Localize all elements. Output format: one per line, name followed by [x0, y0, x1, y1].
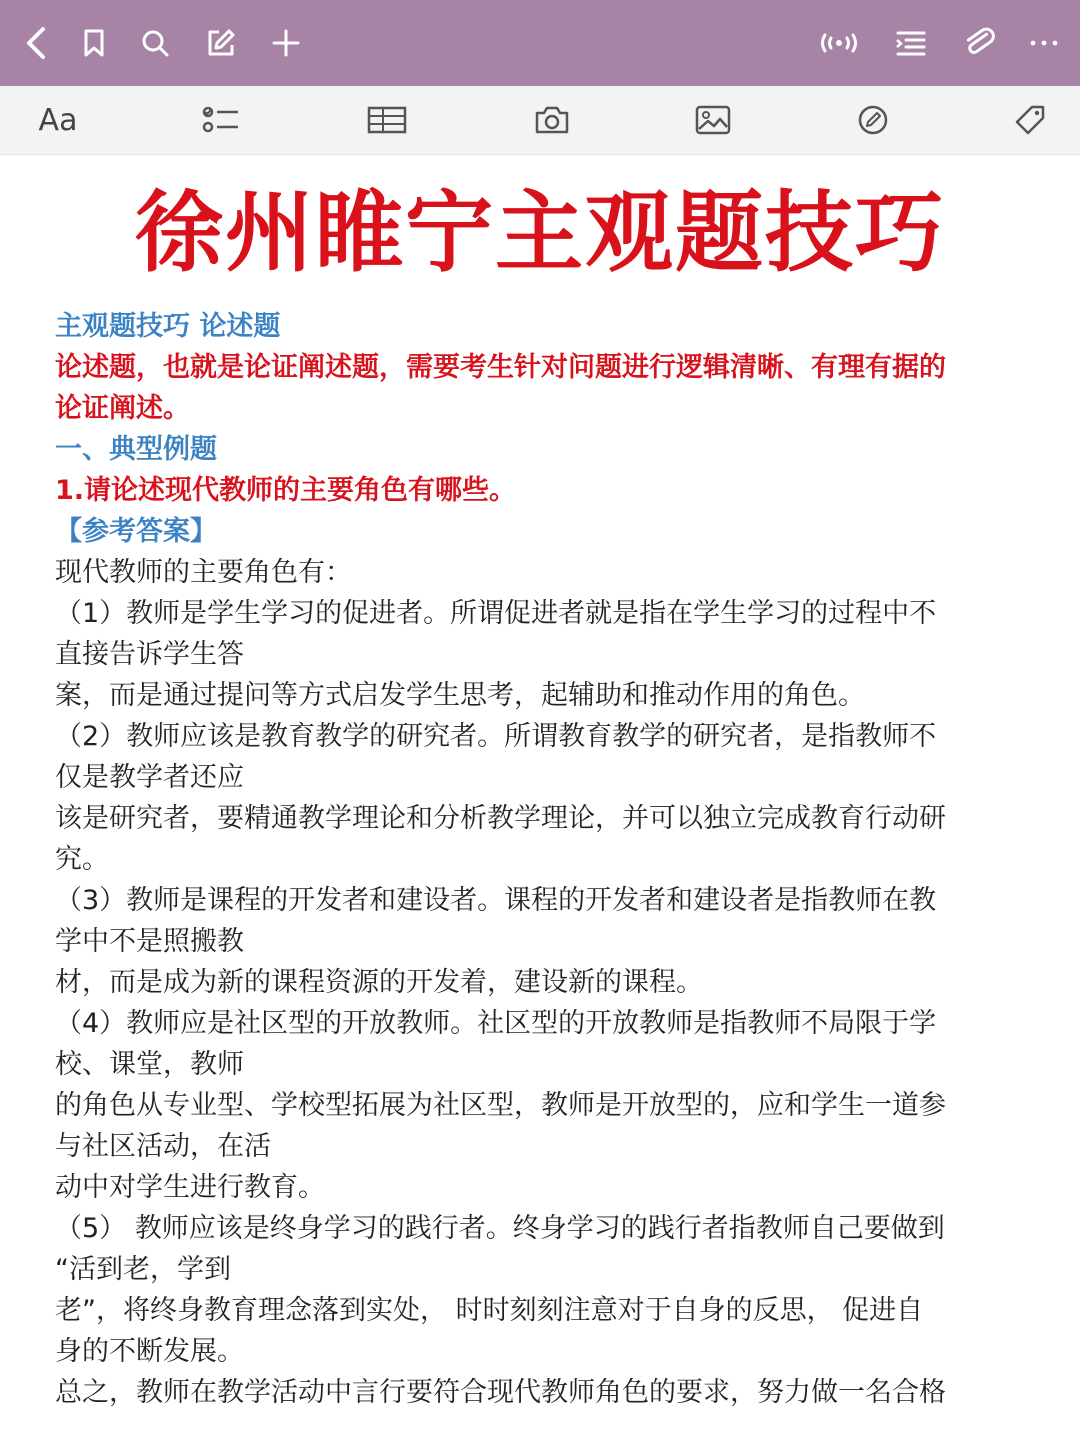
- back-icon[interactable]: [14, 21, 58, 65]
- answer-line: 现代教师的主要角色有：: [55, 557, 352, 588]
- more-icon[interactable]: [1022, 21, 1066, 65]
- answer-line: （5） 教师应该是终身学习的践行者。终身学习的践行者指教师自己要做到: [55, 1213, 945, 1244]
- answer-line: 学中不是照搬教: [55, 926, 244, 957]
- answer-line: 校、课堂，教师: [55, 1049, 244, 1080]
- example-heading: 一、典型例题: [55, 434, 217, 465]
- answer-line: （2）教师应该是教育教学的研究者。所谓教育教学的研究者，是指教师不: [55, 721, 937, 752]
- search-icon[interactable]: [133, 21, 177, 65]
- bookmark-icon[interactable]: [72, 21, 116, 65]
- answer-label: 【参考答案】: [55, 516, 217, 547]
- table-icon[interactable]: [365, 98, 409, 142]
- section-heading: 主观题技巧 论述题: [55, 311, 281, 342]
- answer-line: “活到老，学到: [55, 1254, 231, 1285]
- tag-icon[interactable]: [1008, 98, 1052, 142]
- answer-line: （4）教师应是社区型的开放教师。社区型的开放教师是指教师不局限于学: [55, 1008, 937, 1039]
- answer-line: 动中对学生进行教育。: [55, 1172, 325, 1203]
- answer-line: 案，而是通过提问等方式启发学生思考，起辅助和推动作用的角色。: [55, 680, 865, 711]
- checklist-icon[interactable]: [199, 98, 243, 142]
- question-text: 1.请论述现代教师的主要角色有哪些。: [55, 475, 517, 506]
- outline-icon[interactable]: [889, 21, 933, 65]
- text-format-label: Aa: [38, 102, 78, 138]
- answer-line: 身的不断发展。: [55, 1336, 244, 1367]
- answer-line: 与社区活动，在活: [55, 1131, 271, 1162]
- intro-text-line-1: 论述题，也就是论证阐述题，需要考生针对问题进行逻辑清晰、有理有据的: [55, 352, 946, 383]
- answer-line: （1）教师是学生学习的促进者。所谓促进者就是指在学生学习的过程中不: [55, 598, 937, 629]
- answer-line: （3）教师是课程的开发者和建设者。课程的开发者和建设者是指教师在教: [55, 885, 937, 916]
- note-body[interactable]: [55, 306, 1030, 1413]
- camera-icon[interactable]: [530, 98, 574, 142]
- answer-line: 总之，教师在教学活动中言行要符合现代教师角色的要求，努力做一名合格: [55, 1377, 946, 1408]
- format-toolbar: [0, 86, 1080, 155]
- intro-text-line-2: 论证阐述。: [55, 393, 190, 424]
- image-icon[interactable]: [691, 98, 735, 142]
- answer-line: 的角色从专业型、学校型拓展为社区型，教师是开放型的，应和学生一道参: [55, 1090, 946, 1121]
- document-title: 徐州睢宁主观题技巧: [134, 181, 945, 284]
- pen-icon[interactable]: [851, 98, 895, 142]
- answer-line: 究。: [55, 844, 109, 875]
- top-app-bar: [0, 0, 1080, 86]
- answer-line: 该是研究者，要精通教学理论和分析教学理论，并可以独立完成教育行动研: [55, 803, 946, 834]
- answer-line: 仅是教学者还应: [55, 762, 244, 793]
- attach-icon[interactable]: [957, 21, 1001, 65]
- audio-icon[interactable]: [817, 21, 861, 65]
- answer-line: 老”，将终身教育理念落到实处， 时时刻刻注意对于自身的反思， 促进自: [55, 1295, 924, 1326]
- text-format-button[interactable]: [34, 98, 82, 142]
- add-icon[interactable]: [264, 21, 308, 65]
- answer-line: 直接告诉学生答: [55, 639, 244, 670]
- edit-icon[interactable]: [199, 21, 243, 65]
- answer-line: 材，而是成为新的课程资源的开发着，建设新的课程。: [55, 967, 703, 998]
